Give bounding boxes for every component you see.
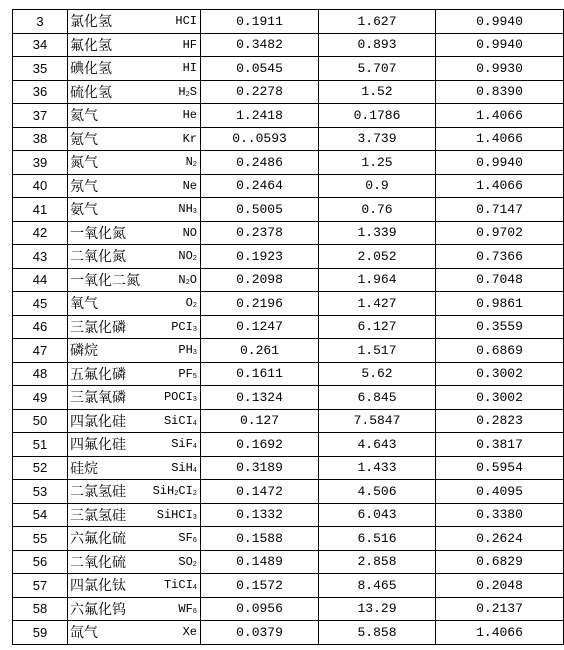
row-number-cell: 49 bbox=[13, 386, 68, 410]
coefficient-2-cell: 0.893 bbox=[319, 33, 436, 57]
gas-chinese-name: 氪气 bbox=[70, 131, 98, 148]
gas-name-cell bbox=[68, 221, 201, 245]
formula-element: Ne bbox=[182, 178, 197, 193]
coefficient-1-cell: 0.1572 bbox=[201, 574, 319, 598]
gas-name-wrapper bbox=[68, 387, 200, 407]
table-row bbox=[13, 245, 564, 269]
gas-name-cell bbox=[68, 198, 201, 222]
coefficient-1-cell: 0.5005 bbox=[201, 198, 319, 222]
chemical-formula bbox=[171, 461, 197, 475]
gas-name-wrapper bbox=[68, 622, 200, 642]
gas-name-cell bbox=[68, 456, 201, 480]
coefficient-2-cell: 2.858 bbox=[319, 550, 436, 574]
chemical-formula bbox=[183, 108, 197, 122]
formula-element: PCI bbox=[171, 319, 193, 334]
formula-element: HF bbox=[182, 37, 197, 52]
gas-name-wrapper bbox=[68, 364, 200, 384]
coefficient-3-cell: 0.3559 bbox=[436, 315, 564, 339]
gas-name-wrapper bbox=[68, 176, 200, 196]
formula-element: SiCI bbox=[163, 413, 193, 428]
row-number-cell: 47 bbox=[13, 339, 68, 363]
coefficient-1-cell: 0.2464 bbox=[201, 174, 319, 198]
row-number-cell: 50 bbox=[13, 409, 68, 433]
coefficient-1-cell: 0.2196 bbox=[201, 292, 319, 316]
gas-name-wrapper bbox=[68, 434, 200, 454]
coefficient-2-cell: 8.465 bbox=[319, 574, 436, 598]
table-row bbox=[13, 268, 564, 292]
gas-name-cell bbox=[68, 550, 201, 574]
coefficient-1-cell: 0.3482 bbox=[201, 33, 319, 57]
gas-chinese-name: 硫化氢 bbox=[70, 84, 112, 101]
chemical-formula bbox=[178, 602, 197, 616]
coefficient-1-cell: 1.2418 bbox=[201, 104, 319, 128]
formula-element: Kr bbox=[182, 131, 197, 146]
table-row bbox=[13, 621, 564, 645]
chemical-formula bbox=[164, 578, 197, 592]
gas-chinese-name: 五氟化磷 bbox=[70, 366, 126, 383]
coefficient-3-cell: 0.6829 bbox=[436, 550, 564, 574]
formula-subscript: 4 bbox=[192, 443, 197, 452]
coefficient-2-cell: 4.506 bbox=[319, 480, 436, 504]
formula-element: SF bbox=[178, 531, 193, 546]
gas-name-cell bbox=[68, 151, 201, 175]
formula-subscript: 2 bbox=[174, 490, 179, 499]
table-row bbox=[13, 57, 564, 81]
chemical-formula bbox=[178, 555, 197, 569]
coefficient-3-cell: 1.4066 bbox=[436, 621, 564, 645]
table-row bbox=[13, 527, 564, 551]
row-number-cell: 36 bbox=[13, 80, 68, 104]
gas-chinese-name: 氖气 bbox=[70, 178, 98, 195]
row-number-cell: 54 bbox=[13, 503, 68, 527]
coefficient-1-cell: 0..0593 bbox=[201, 127, 319, 151]
coefficient-2-cell: 6.845 bbox=[319, 386, 436, 410]
gas-name-wrapper bbox=[68, 340, 200, 360]
coefficient-3-cell: 0.2624 bbox=[436, 527, 564, 551]
gas-name-wrapper bbox=[68, 552, 200, 572]
table-row bbox=[13, 362, 564, 386]
table-row bbox=[13, 315, 564, 339]
table-row bbox=[13, 80, 564, 104]
coefficient-1-cell: 0.1692 bbox=[201, 433, 319, 457]
table-row bbox=[13, 127, 564, 151]
gas-name-wrapper bbox=[68, 505, 200, 525]
chemical-formula bbox=[178, 531, 197, 545]
table-row bbox=[13, 104, 564, 128]
gas-chinese-name: 四氯化硅 bbox=[70, 413, 126, 430]
table-row bbox=[13, 456, 564, 480]
coefficient-3-cell: 0.9861 bbox=[436, 292, 564, 316]
gas-name-cell bbox=[68, 245, 201, 269]
coefficient-2-cell: 1.627 bbox=[319, 10, 436, 34]
coefficient-2-cell: 1.964 bbox=[319, 268, 436, 292]
table-row bbox=[13, 503, 564, 527]
coefficient-1-cell: 0.127 bbox=[201, 409, 319, 433]
formula-element: NH bbox=[178, 202, 193, 217]
row-number-cell: 39 bbox=[13, 151, 68, 175]
table-row bbox=[13, 480, 564, 504]
gas-chinese-name: 氧气 bbox=[70, 296, 98, 313]
row-number-cell: 3 bbox=[13, 10, 68, 34]
coefficient-1-cell: 0.261 bbox=[201, 339, 319, 363]
coefficient-3-cell: 1.4066 bbox=[436, 174, 564, 198]
gas-name-wrapper bbox=[68, 317, 200, 337]
coefficient-2-cell: 2.052 bbox=[319, 245, 436, 269]
coefficient-2-cell: 5.62 bbox=[319, 362, 436, 386]
gas-name-cell bbox=[68, 292, 201, 316]
gas-chinese-name: 氮气 bbox=[70, 155, 98, 172]
table-row bbox=[13, 221, 564, 245]
row-number-cell: 43 bbox=[13, 245, 68, 269]
gas-name-wrapper bbox=[68, 105, 200, 125]
chemical-formula bbox=[183, 226, 197, 240]
coefficient-2-cell: 1.517 bbox=[319, 339, 436, 363]
gas-name-cell bbox=[68, 127, 201, 151]
coefficient-1-cell: 0.1324 bbox=[201, 386, 319, 410]
coefficient-1-cell: 0.3189 bbox=[201, 456, 319, 480]
coefficient-3-cell: 1.4066 bbox=[436, 104, 564, 128]
coefficient-2-cell: 6.043 bbox=[319, 503, 436, 527]
gas-name-wrapper bbox=[68, 223, 200, 243]
gas-name-cell bbox=[68, 57, 201, 81]
formula-element: SiH bbox=[171, 460, 193, 475]
coefficient-2-cell: 5.858 bbox=[319, 621, 436, 645]
formula-subscript: 4 bbox=[192, 584, 197, 593]
chemical-formula bbox=[183, 179, 197, 193]
coefficient-1-cell: 0.1923 bbox=[201, 245, 319, 269]
row-number-cell: 52 bbox=[13, 456, 68, 480]
coefficient-3-cell: 0.7048 bbox=[436, 268, 564, 292]
formula-element: CI bbox=[178, 484, 193, 499]
coefficient-3-cell: 0.9940 bbox=[436, 10, 564, 34]
row-number-cell: 46 bbox=[13, 315, 68, 339]
formula-element: Xe bbox=[182, 625, 197, 640]
gas-name-wrapper bbox=[68, 129, 200, 149]
table-row bbox=[13, 409, 564, 433]
coefficient-2-cell: 1.433 bbox=[319, 456, 436, 480]
gas-chinese-name: 四氯化钛 bbox=[70, 578, 126, 595]
row-number-cell: 57 bbox=[13, 574, 68, 598]
chemical-formula bbox=[157, 508, 197, 522]
coefficient-1-cell: 0.1611 bbox=[201, 362, 319, 386]
formula-subscript: 6 bbox=[192, 537, 197, 546]
coefficient-1-cell: 0.2486 bbox=[201, 151, 319, 175]
gas-name-cell bbox=[68, 33, 201, 57]
gas-name-cell bbox=[68, 174, 201, 198]
row-number-cell: 55 bbox=[13, 527, 68, 551]
formula-element: SiF bbox=[171, 437, 193, 452]
row-number-cell: 35 bbox=[13, 57, 68, 81]
gas-name-wrapper bbox=[68, 246, 200, 266]
gas-name-wrapper bbox=[68, 58, 200, 78]
coefficient-2-cell: 1.25 bbox=[319, 151, 436, 175]
gas-chinese-name: 二氧化硫 bbox=[70, 554, 126, 571]
table-row bbox=[13, 386, 564, 410]
chemical-formula bbox=[178, 273, 197, 287]
chemical-formula bbox=[178, 202, 197, 216]
gas-name-wrapper bbox=[68, 199, 200, 219]
gas-name-cell bbox=[68, 315, 201, 339]
gas-name-wrapper bbox=[68, 481, 200, 501]
coefficient-3-cell: 0.2823 bbox=[436, 409, 564, 433]
gas-name-wrapper bbox=[68, 35, 200, 55]
gas-name-wrapper bbox=[68, 293, 200, 313]
chemical-formula bbox=[186, 296, 197, 310]
coefficient-3-cell: 1.4066 bbox=[436, 127, 564, 151]
gas-chinese-name: 二氧化氮 bbox=[70, 249, 126, 266]
formula-subscript: 2 bbox=[192, 161, 197, 170]
coefficient-3-cell: 0.2137 bbox=[436, 597, 564, 621]
chemical-formula bbox=[175, 14, 197, 28]
coefficient-1-cell: 0.1472 bbox=[201, 480, 319, 504]
coefficient-2-cell: 0.76 bbox=[319, 198, 436, 222]
coefficient-1-cell: 0.1332 bbox=[201, 503, 319, 527]
formula-subscript: 6 bbox=[192, 607, 197, 616]
chemical-formula bbox=[186, 155, 197, 169]
gas-name-wrapper bbox=[68, 11, 200, 31]
coefficient-3-cell: 0.7366 bbox=[436, 245, 564, 269]
table-row bbox=[13, 597, 564, 621]
gas-name-cell bbox=[68, 480, 201, 504]
formula-subscript: 3 bbox=[192, 513, 197, 522]
gas-name-wrapper bbox=[68, 528, 200, 548]
row-number-cell: 40 bbox=[13, 174, 68, 198]
row-number-cell: 41 bbox=[13, 198, 68, 222]
coefficient-3-cell: 0.3380 bbox=[436, 503, 564, 527]
table-row bbox=[13, 339, 564, 363]
chemical-formula bbox=[183, 132, 197, 146]
gas-name-wrapper bbox=[68, 458, 200, 478]
table-row bbox=[13, 33, 564, 57]
formula-element: SiH bbox=[152, 484, 175, 499]
gas-name-cell bbox=[68, 409, 201, 433]
gas-chinese-name: 氯化氢 bbox=[70, 14, 112, 31]
formula-subscript: 2 bbox=[185, 90, 190, 99]
coefficient-3-cell: 0.7147 bbox=[436, 198, 564, 222]
coefficient-1-cell: 0.0379 bbox=[201, 621, 319, 645]
table-row bbox=[13, 198, 564, 222]
formula-element: SiHCI bbox=[156, 507, 193, 522]
gas-name-wrapper bbox=[68, 411, 200, 431]
coefficient-2-cell: 5.707 bbox=[319, 57, 436, 81]
gas-name-cell bbox=[68, 503, 201, 527]
formula-subscript: 2 bbox=[185, 278, 190, 287]
row-number-cell: 34 bbox=[13, 33, 68, 57]
formula-element: HCI bbox=[175, 14, 197, 29]
table-row bbox=[13, 10, 564, 34]
formula-element: SO bbox=[178, 554, 193, 569]
gas-name-cell bbox=[68, 386, 201, 410]
gas-name-wrapper bbox=[68, 270, 200, 290]
gas-coefficient-table bbox=[12, 9, 564, 645]
coefficient-3-cell: 0.9702 bbox=[436, 221, 564, 245]
gas-name-cell bbox=[68, 10, 201, 34]
gas-chinese-name: 一氧化氮 bbox=[70, 225, 126, 242]
formula-element: POCI bbox=[163, 390, 193, 405]
formula-element: He bbox=[182, 108, 197, 123]
chemical-formula bbox=[164, 414, 197, 428]
formula-element: NO bbox=[178, 249, 193, 264]
coefficient-1-cell: 0.2098 bbox=[201, 268, 319, 292]
coefficient-2-cell: 4.643 bbox=[319, 433, 436, 457]
row-number-cell: 51 bbox=[13, 433, 68, 457]
chemical-formula bbox=[183, 61, 197, 75]
gas-name-cell bbox=[68, 362, 201, 386]
gas-name-cell bbox=[68, 339, 201, 363]
gas-name-cell bbox=[68, 80, 201, 104]
row-number-cell: 42 bbox=[13, 221, 68, 245]
coefficient-1-cell: 0.0545 bbox=[201, 57, 319, 81]
formula-element: HI bbox=[182, 61, 197, 76]
table-body bbox=[13, 10, 564, 645]
gas-chinese-name: 氟化氢 bbox=[70, 37, 112, 54]
coefficient-2-cell: 0.1786 bbox=[319, 104, 436, 128]
gas-name-cell bbox=[68, 527, 201, 551]
row-number-cell: 44 bbox=[13, 268, 68, 292]
row-number-cell: 59 bbox=[13, 621, 68, 645]
gas-name-cell bbox=[68, 433, 201, 457]
gas-chinese-name: 硅烷 bbox=[70, 460, 98, 477]
gas-name-cell bbox=[68, 621, 201, 645]
coefficient-1-cell: 0.1911 bbox=[201, 10, 319, 34]
row-number-cell: 53 bbox=[13, 480, 68, 504]
coefficient-1-cell: 0.1489 bbox=[201, 550, 319, 574]
row-number-cell: 58 bbox=[13, 597, 68, 621]
formula-subscript: 2 bbox=[192, 255, 197, 264]
coefficient-3-cell: 0.6869 bbox=[436, 339, 564, 363]
gas-name-cell bbox=[68, 597, 201, 621]
coefficient-3-cell: 0.9940 bbox=[436, 33, 564, 57]
formula-subscript: 3 bbox=[192, 349, 197, 358]
gas-data-sheet bbox=[12, 9, 564, 645]
formula-element: N bbox=[185, 155, 193, 170]
chemical-formula bbox=[178, 249, 197, 263]
formula-subscript: 4 bbox=[192, 419, 197, 428]
gas-chinese-name: 三氯氧磷 bbox=[70, 390, 126, 407]
table-row bbox=[13, 574, 564, 598]
coefficient-3-cell: 0.9930 bbox=[436, 57, 564, 81]
chemical-formula bbox=[183, 38, 197, 52]
formula-subscript: 3 bbox=[192, 396, 197, 405]
coefficient-2-cell: 3.739 bbox=[319, 127, 436, 151]
gas-name-wrapper bbox=[68, 152, 200, 172]
coefficient-2-cell: 7.5847 bbox=[319, 409, 436, 433]
coefficient-2-cell: 1.339 bbox=[319, 221, 436, 245]
formula-element: PH bbox=[178, 343, 193, 358]
formula-subscript: 4 bbox=[192, 466, 197, 475]
chemical-formula bbox=[183, 625, 197, 639]
formula-subscript: 2 bbox=[192, 560, 197, 569]
chemical-formula bbox=[171, 320, 197, 334]
gas-name-cell bbox=[68, 268, 201, 292]
gas-chinese-name: 四氟化硅 bbox=[70, 437, 126, 454]
gas-name-cell bbox=[68, 574, 201, 598]
coefficient-3-cell: 0.9940 bbox=[436, 151, 564, 175]
coefficient-3-cell: 0.3002 bbox=[436, 386, 564, 410]
formula-element: TiCI bbox=[163, 578, 193, 593]
coefficient-1-cell: 0.1588 bbox=[201, 527, 319, 551]
formula-element: N bbox=[178, 272, 186, 287]
gas-chinese-name: 氨气 bbox=[70, 202, 98, 219]
gas-chinese-name: 三氯氢硅 bbox=[70, 507, 126, 524]
chemical-formula bbox=[178, 85, 197, 99]
formula-subscript: 3 bbox=[192, 325, 197, 334]
formula-subscript: 2 bbox=[192, 302, 197, 311]
row-number-cell: 48 bbox=[13, 362, 68, 386]
formula-element: H bbox=[178, 84, 186, 99]
coefficient-3-cell: 0.2048 bbox=[436, 574, 564, 598]
coefficient-2-cell: 1.427 bbox=[319, 292, 436, 316]
coefficient-2-cell: 6.516 bbox=[319, 527, 436, 551]
coefficient-1-cell: 0.0956 bbox=[201, 597, 319, 621]
formula-element: O bbox=[189, 272, 197, 287]
gas-chinese-name: 一氧化二氮 bbox=[70, 272, 140, 289]
gas-name-wrapper bbox=[68, 82, 200, 102]
coefficient-2-cell: 1.52 bbox=[319, 80, 436, 104]
chemical-formula bbox=[178, 367, 197, 381]
row-number-cell: 38 bbox=[13, 127, 68, 151]
formula-element: S bbox=[189, 84, 197, 99]
coefficient-3-cell: 0.3817 bbox=[436, 433, 564, 457]
gas-chinese-name: 六氟化硫 bbox=[70, 531, 126, 548]
coefficient-2-cell: 6.127 bbox=[319, 315, 436, 339]
formula-element: WF bbox=[178, 601, 193, 616]
coefficient-1-cell: 0.2278 bbox=[201, 80, 319, 104]
gas-chinese-name: 六氟化钨 bbox=[70, 601, 126, 618]
formula-subscript: 5 bbox=[192, 372, 197, 381]
gas-name-wrapper bbox=[68, 599, 200, 619]
gas-chinese-name: 三氯化磷 bbox=[70, 319, 126, 336]
coefficient-2-cell: 13.29 bbox=[319, 597, 436, 621]
formula-subscript: 3 bbox=[192, 208, 197, 217]
formula-subscript: 2 bbox=[192, 490, 197, 499]
chemical-formula bbox=[153, 484, 197, 498]
chemical-formula bbox=[164, 390, 197, 404]
table-row bbox=[13, 174, 564, 198]
table-row bbox=[13, 292, 564, 316]
chemical-formula bbox=[178, 343, 197, 357]
gas-name-wrapper bbox=[68, 575, 200, 595]
coefficient-1-cell: 0.2378 bbox=[201, 221, 319, 245]
formula-element: O bbox=[185, 296, 193, 311]
coefficient-3-cell: 0.3002 bbox=[436, 362, 564, 386]
gas-chinese-name: 磷烷 bbox=[70, 343, 98, 360]
row-number-cell: 45 bbox=[13, 292, 68, 316]
table-row bbox=[13, 433, 564, 457]
row-number-cell: 37 bbox=[13, 104, 68, 128]
coefficient-3-cell: 0.8390 bbox=[436, 80, 564, 104]
gas-chinese-name: 碘化氢 bbox=[70, 61, 112, 78]
coefficient-3-cell: 0.5954 bbox=[436, 456, 564, 480]
formula-element: PF bbox=[178, 366, 193, 381]
gas-chinese-name: 二氯氢硅 bbox=[70, 484, 126, 501]
gas-chinese-name: 氦气 bbox=[70, 108, 98, 125]
coefficient-3-cell: 0.4095 bbox=[436, 480, 564, 504]
chemical-formula bbox=[171, 437, 197, 451]
formula-element: NO bbox=[182, 225, 197, 240]
gas-chinese-name: 氙气 bbox=[70, 625, 98, 642]
row-number-cell: 56 bbox=[13, 550, 68, 574]
coefficient-1-cell: 0.1247 bbox=[201, 315, 319, 339]
coefficient-2-cell: 0.9 bbox=[319, 174, 436, 198]
gas-name-cell bbox=[68, 104, 201, 128]
table-row bbox=[13, 550, 564, 574]
table-row bbox=[13, 151, 564, 175]
